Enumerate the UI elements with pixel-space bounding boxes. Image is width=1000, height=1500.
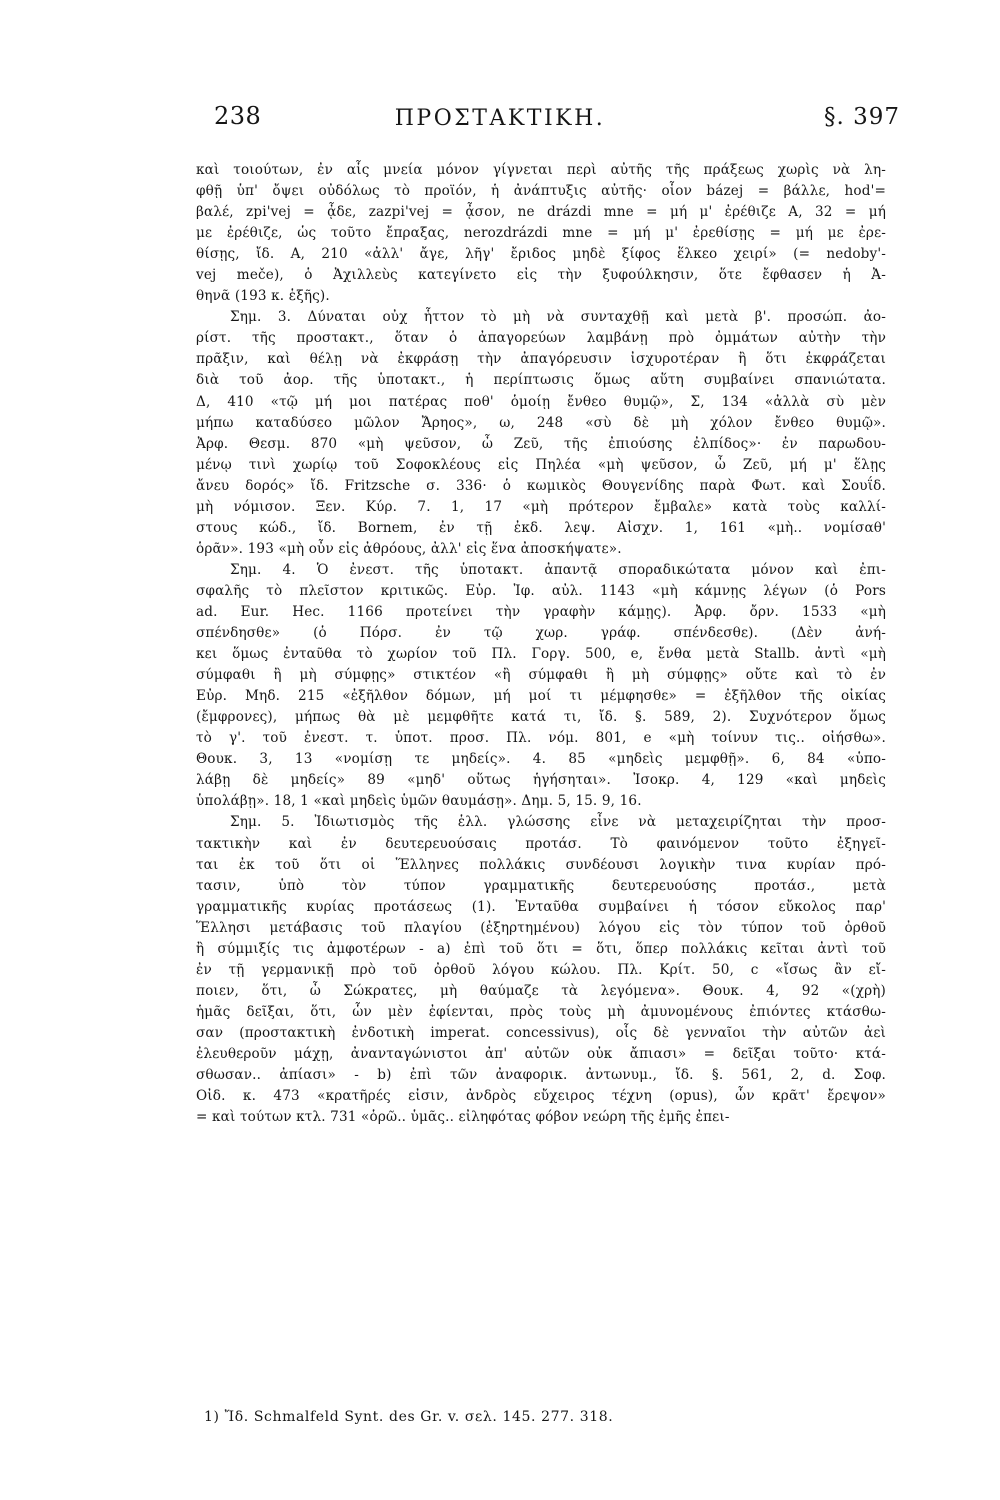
text-line: σπένδησθε» (ὁ Πόρσ. ἐν τῷ χωρ. γράφ. σπένδεσθε). (Δὲν ἀνή- bbox=[196, 625, 886, 642]
text-line: στους κώδ., ἴδ. Bornem, ἐν τῇ ἐκδ. λεψ. Αἰσχν. 1, 161 «μὴ.. νομίσαθ' bbox=[196, 519, 886, 536]
text-line: σαν (προστακτικὴ ἐνδοτικὴ imperat. concessivus), οἷς δὲ γενναῖοι τὴν αὐτῶν ἀεὶ bbox=[196, 1024, 886, 1041]
text-line: ἡμᾶς δεῖξαι, ὅτι, ὧν μὲν ἐφίενται, πρὸς τοὺς μὴ ἀμυνομένους ἐπιόντες κτάσθω- bbox=[196, 1003, 886, 1020]
text-line: Ἕλλησι μετάβασις τοῦ πλαγίου (ἐξηρτημένου) λόγου εἰς τὸν τύπον τοῦ ὀρθοῦ bbox=[196, 919, 886, 936]
text-line: μήπω καταδύσεο μῶλον Ἄρηος», ω, 248 «σὺ δὲ μὴ χόλον ἔνθεο θυμῷ». bbox=[196, 414, 886, 431]
text-line: μένῳ τινὶ χωρίῳ τοῦ Σοφοκλέους εἰς Πηλέα «μὴ ψεῦσον, ὦ Ζεῦ, μή μ' ἕλῃς bbox=[196, 456, 886, 473]
page-number: 238 bbox=[214, 102, 262, 130]
section-number: §. 397 bbox=[823, 104, 900, 130]
body-text bbox=[196, 160, 886, 1128]
running-title: ΠΡΟΣΤΑΚΤΙΚΗ. bbox=[394, 106, 606, 131]
text-line: (ἔμφρονες), μήπως θὰ μὲ μεμφθῆτε κατά τι, ἴδ. §. 589, 2). Συχνότερον ὅμως bbox=[196, 709, 886, 726]
text-line: λάβῃ δὲ μηδείς» 89 «μηδ' οὕτως ἡγήσηται». Ἰσοκρ. 4, 129 «καὶ μηδεὶς bbox=[196, 772, 886, 789]
text-line: Σημ. 4. Ὁ ἐνεστ. τῆς ὑποτακτ. ἀπαντᾷ σποραδικώτατα μόνον καὶ ἐπι- bbox=[230, 561, 886, 578]
text-line: Σημ. 3. Δύναται οὐχ ἧττον τὸ μὴ νὰ συνταχθῇ καὶ μετὰ β'. προσώπ. ἀο- bbox=[230, 309, 886, 326]
text-line: Θουκ. 3, 13 «νομίσῃ τε μηδείς». 4. 85 «μηδεὶς μεμφθῇ». 6, 84 «ὑπο- bbox=[196, 751, 886, 768]
text-line: ρίστ. τῆς προστακτ., ὅταν ὁ ἀπαγορεύων λαμβάνῃ πρὸ ὀμμάτων αὐτὴν τὴν bbox=[196, 330, 886, 347]
text-line: vej meče), ὁ Ἀχιλλεὺς κατεγίνετο εἰς τὴν ξυφούλκησιν, ὅτε ἔφθασεν ἡ Ἀ- bbox=[196, 267, 886, 284]
text-line: τασιν, ὑπὸ τὸν τύπον γραμματικῆς δευτερευούσης προτάσ., μετὰ bbox=[196, 877, 886, 894]
text-line: σφαλῆς τὸ πλεῖστον κριτικῶς. Εὐρ. Ἰφ. αὐλ. 1143 «μὴ κάμνῃς λέγων (ὁ Pors bbox=[196, 582, 886, 599]
text-line: θηνᾶ (193 κ. ἑξῆς). bbox=[196, 288, 330, 305]
text-line: ad. Eur. Hec. 1166 προτείνει τὴν γραφὴν κάμῃς). Ἀρφ. ὄρν. 1533 «μὴ bbox=[196, 603, 886, 620]
page-header bbox=[0, 98, 1000, 138]
text-line: Οἰδ. κ. 473 «κρατῆρές εἰσιν, ἀνδρὸς εὔχειρος τέχνη (opus), ὧν κρᾶτ' ἔρεψον» bbox=[196, 1088, 886, 1105]
text-line: μὴ νόμισον. Ξεν. Κύρ. 7. 1, 17 «μὴ πρότερον ἔμβαλε» κατὰ τοὺς καλλί- bbox=[196, 498, 886, 515]
text-line: διὰ τοῦ ἀορ. τῆς ὑποτακτ., ἡ περίπτωσις ὅμως αὕτη συμβαίνει σπανιώτατα. bbox=[196, 372, 886, 389]
text-line: με ἐρέθιζε, ὡς τοῦτο ἔπραξας, nerozdrázdi mne = μή μ' ἐρεθίσῃς = μή με ἐρε- bbox=[196, 225, 886, 242]
text-line: καὶ τοιούτων, ἐν αἷς μνεία μόνον γίγνεται περὶ αὐτῆς τῆς πράξεως χωρὶς νὰ λη- bbox=[196, 162, 886, 178]
text-line: θίσῃς, ἴδ. Α, 210 «ἀλλ' ἄγε, λῆγ' ἔριδος μηδὲ ξίφος ἕλκεο χειρί» (= nedoby'- bbox=[196, 246, 886, 263]
text-line: κει ὅμως ἐνταῦθα τὸ χωρίον τοῦ Πλ. Γοργ. 500, e, ἔνθα μετὰ Stallb. ἀντὶ «μὴ bbox=[196, 646, 886, 663]
text-line: ἐν τῇ γερμανικῇ πρὸ τοῦ ὀρθοῦ λόγου κώλου. Πλ. Κρίτ. 50, c «ἴσως ἂν εἴ- bbox=[196, 961, 886, 978]
text-line: ποιεν, ὅτι, ὦ Σώκρατες, μὴ θαύμαζε τὰ λεγόμενα». Θουκ. 4, 92 «(χρὴ) bbox=[196, 982, 886, 999]
text-line: ὁρᾶν». 193 «μὴ οὖν εἰς ἀθρόους, ἀλλ' εἰς ἕνα ἀποσκήψατε». bbox=[196, 540, 622, 557]
text-line: βαλέ, zpi'vej = ᾆδε, zazpi'vej = ᾆσον, ne drázdi mne = μή μ' ἐρέθιζε Α, 32 = μή bbox=[196, 204, 886, 221]
text-line: ἐλευθεροῦν μάχῃ, ἀνανταγώνιστοι ἀπ' αὐτῶν οὐκ ἄπιασι» = δεῖξαι τοῦτο· κτά- bbox=[196, 1045, 886, 1062]
text-line: τὸ γ'. τοῦ ἐνεστ. τ. ὑποτ. προσ. Πλ. νόμ. 801, e «μὴ τοίνυν τις.. οἰήσθω». bbox=[196, 730, 886, 747]
text-line: φθῇ ὑπ' ὄψει οὐδόλως τὸ προϊόν, ἡ ἀνάπτυξις αὐτῆς· οἷον bázej = βάλλε, hod'= bbox=[196, 183, 886, 200]
text-line: Εὐρ. Μηδ. 215 «ἐξῆλθον δόμων, μή μοί τι μέμφησθε» = ἐξῆλθον τῆς οἰκίας bbox=[196, 688, 886, 705]
text-line: Δ, 410 «τῷ μή μοι πατέρας ποθ' ὁμοίῃ ἔνθεο θυμῷ», Σ, 134 «ἀλλὰ σὺ μὲν bbox=[196, 393, 886, 410]
footnote: 1) Ἴδ. Schmalfeld Synt. des Gr. v. σελ. 145. 277. 318. bbox=[204, 1409, 614, 1425]
text-line: ἄνευ δορός» ἴδ. Fritzsche σ. 336· ὁ κωμικὸς Θουγενίδης παρὰ Φωτ. καὶ Σουΐδ. bbox=[196, 477, 886, 494]
text-line: ὑπολάβῃ». 18, 1 «καὶ μηδεὶς ὑμῶν θαυμάσῃ». Δημ. 5, 15. 9, 16. bbox=[196, 793, 642, 810]
text-line: σύμφαθι ἢ μὴ σύμφῃς» στικτέον «ἢ σύμφαθι ἢ μὴ σύμφῃς» οὔτε καὶ τὸ ἐν bbox=[196, 667, 886, 684]
text-line: = καὶ τούτων κτλ. 731 «ὁρῶ.. ὑμᾶς.. εἰληφότας φόβον νεώρη τῆς ἐμῆς ἐπει- bbox=[196, 1109, 730, 1126]
text-line: γραμματικῆς κυρίας προτάσεως (1). Ἐνταῦθα συμβαίνει ἡ τόσον εὔκολος παρ' bbox=[196, 898, 886, 915]
text-line: ἢ σύμμιξίς τις ἀμφοτέρων - a) ἐπὶ τοῦ ὅτι = ὅτι, ὅπερ πολλάκις κεῖται ἀντὶ τοῦ bbox=[196, 940, 886, 957]
text-line: ται ἐκ τοῦ ὅτι οἱ Ἕλληνες πολλάκις συνδέουσι λογικὴν τινα κυρίαν πρό- bbox=[196, 856, 886, 873]
text-line: τακτικὴν καὶ ἐν δευτερευούσαις προτάσ. Τὸ φαινόμενον τοῦτο ἐξηγεῖ- bbox=[196, 835, 886, 852]
text-line: Σημ. 5. Ἰδιωτισμὸς τῆς ἑλλ. γλώσσης εἶνε νὰ μεταχειρίζηται τὴν προσ- bbox=[230, 814, 886, 831]
text-line: σθωσαν.. ἀπίασι» - b) ἐπὶ τῶν ἀναφορικ. ἀντωνυμ., ἴδ. §. 561, 2, d. Σοφ. bbox=[196, 1067, 886, 1084]
text-line: Ἀρφ. Θεσμ. 870 «μὴ ψεῦσον, ὦ Ζεῦ, τῆς ἐπιούσης ἐλπίδος»· ἐν παρωδου- bbox=[196, 435, 886, 452]
text-line: πρᾶξιν, καὶ θέλῃ νὰ ἐκφράσῃ τὴν ἀπαγόρευσιν ἰσχυροτέραν ἢ ὅτι ἐκφράζεται bbox=[196, 351, 886, 368]
